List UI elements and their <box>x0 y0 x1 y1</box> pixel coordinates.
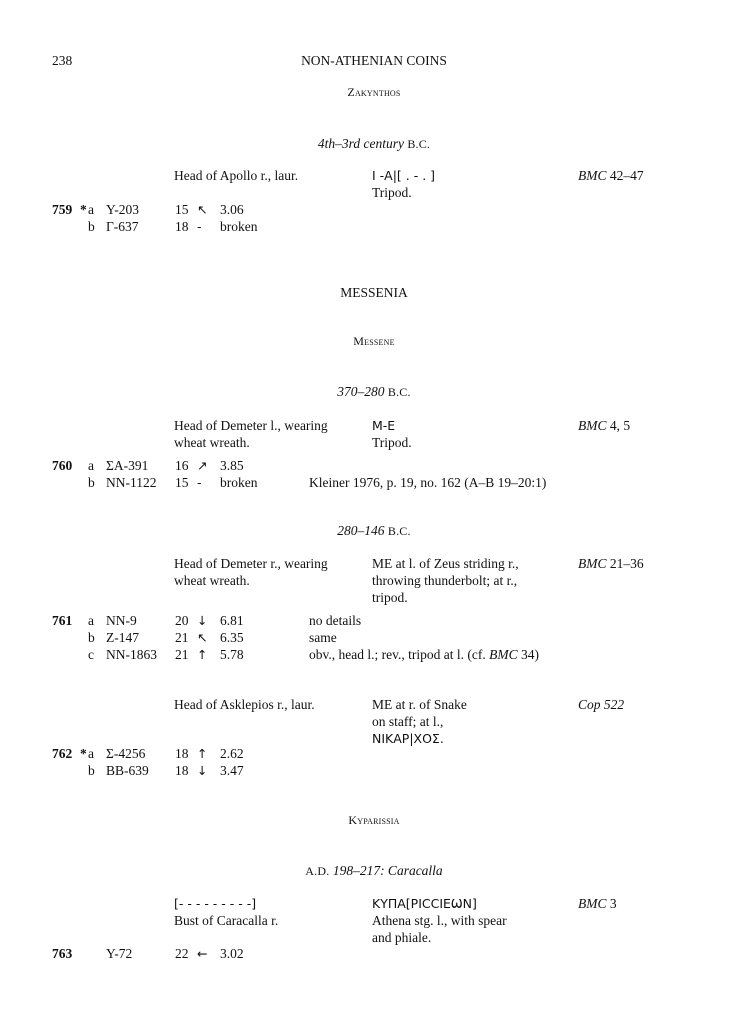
diameter: 20 <box>175 613 189 628</box>
period-text: 280–146 <box>337 523 385 538</box>
obverse-description: Head of Apollo r., laur. <box>174 168 299 183</box>
reverse-description-cont: on staff; at l., <box>372 714 444 729</box>
coin-number: 760 <box>52 458 73 473</box>
city-heading-messene: Messene <box>353 334 395 348</box>
obverse-description: Head of Demeter l., wearing <box>174 418 328 433</box>
diameter: 21 <box>175 647 189 662</box>
specimen-letter: b <box>88 763 95 778</box>
reverse-description-cont: throwing thunderbolt; at r., <box>372 573 518 588</box>
specimen-note <box>309 646 539 663</box>
reverse-legend: Μ-Ε <box>372 418 396 433</box>
period-heading <box>0 522 748 540</box>
coin-number: 761 <box>52 613 73 628</box>
period-text: 4th–3rd century <box>317 136 404 151</box>
specimen-letter: a <box>88 746 94 761</box>
specimen-letter: a <box>88 202 94 217</box>
weight: 2.62 <box>220 746 244 761</box>
die-axis-arrow: ↖ <box>197 202 208 217</box>
reverse-description-cont: tripod. <box>372 590 408 605</box>
diameter: 21 <box>175 630 189 645</box>
specimen-letter: a <box>88 458 94 473</box>
reverse-legend: Ι -Α|[ . - . ] <box>372 168 436 183</box>
die-axis-arrow: ↖ <box>197 630 208 645</box>
reference-number: 3 <box>609 896 617 911</box>
reverse-legend: ΝΙΚΑΡ|ΧΟΣ. <box>372 731 444 746</box>
inventory-number: Σ-4256 <box>106 746 146 761</box>
illustrated-marker: * <box>80 746 87 761</box>
reverse-description: Tripod. <box>372 435 412 450</box>
diameter: 15 <box>175 475 189 490</box>
obverse-legend: [- - - - - - - - -] <box>174 896 257 911</box>
reference-number: 42–47 <box>609 168 644 183</box>
reference <box>578 167 644 184</box>
reference-number: 4, 5 <box>609 418 631 433</box>
weight: broken <box>220 475 258 490</box>
reverse-description: Athena stg. l., with spear <box>372 913 507 928</box>
weight: broken <box>220 219 258 234</box>
diameter: 18 <box>175 746 189 761</box>
section-heading-zakynthos: Zakynthos <box>347 85 401 99</box>
weight: 5.78 <box>220 647 244 662</box>
reference-prefix: BMC <box>578 418 607 433</box>
specimen-letter: b <box>88 219 95 234</box>
period-suffix: B.C. <box>387 524 411 538</box>
die-axis-arrow: ↑ <box>197 746 208 761</box>
specimen-letter: b <box>88 475 95 490</box>
weight: 3.02 <box>220 946 244 961</box>
obverse-description: Bust of Caracalla r. <box>174 913 279 928</box>
reverse-description: ΜΕ at r. of Snake <box>372 697 467 712</box>
die-axis-arrow: ↓ <box>197 763 208 778</box>
period-heading <box>0 383 748 401</box>
period-text: 370–280 <box>337 384 385 399</box>
diameter: 18 <box>175 219 189 234</box>
page-number: 238 <box>52 53 73 68</box>
coin-number: 759 <box>52 202 73 217</box>
weight: 3.06 <box>220 202 244 217</box>
inventory-number: NN-9 <box>106 613 137 628</box>
die-axis-arrow: ↑ <box>197 647 208 662</box>
inventory-number: BB-639 <box>106 763 149 778</box>
reference-prefix: BMC <box>578 168 607 183</box>
die-axis-arrow: - <box>197 475 202 490</box>
running-head: NON-ATHENIAN COINS <box>301 53 447 68</box>
specimen-letter: c <box>88 647 94 662</box>
period-heading <box>0 862 748 880</box>
die-axis-arrow: ← <box>197 946 208 961</box>
specimen-letter: b <box>88 630 95 645</box>
region-heading: MESSENIA <box>340 285 408 300</box>
reference-number: 21–36 <box>609 556 644 571</box>
reference-prefix: BMC <box>578 556 607 571</box>
reverse-description-cont: and phiale. <box>372 930 432 945</box>
reverse-description: Tripod. <box>372 185 412 200</box>
period-suffix: B.C. <box>407 137 431 151</box>
inventory-number: Υ-72 <box>106 946 133 961</box>
reference-prefix: BMC <box>578 896 607 911</box>
city-heading-kyparissia: Kyparissia <box>348 813 400 827</box>
specimen-note: Kleiner 1976, p. 19, no. 162 (A–B 19–20:1) <box>309 475 547 490</box>
weight: 3.47 <box>220 763 244 778</box>
illustrated-marker: * <box>80 202 87 217</box>
weight: 3.85 <box>220 458 244 473</box>
specimen-note: same <box>309 630 337 645</box>
inventory-number: ΣΑ-391 <box>106 458 149 473</box>
inventory-number: Υ-203 <box>106 202 140 217</box>
specimen-note: no details <box>309 613 362 628</box>
note-text: 34) <box>517 647 539 662</box>
obverse-description: Head of Asklepios r., laur. <box>174 697 315 712</box>
diameter: 18 <box>175 763 189 778</box>
inventory-number: Ζ-147 <box>106 630 139 645</box>
note-text: obv., head l.; rev., tripod at l. (cf. <box>309 647 490 662</box>
weight: 6.81 <box>220 613 244 628</box>
obverse-description: Head of Demeter r., wearing <box>174 556 328 571</box>
coin-number: 762 <box>52 746 73 761</box>
reverse-legend: ΚΥΠΑ[ΡΙCCΙΕѠΝ] <box>372 896 477 911</box>
die-axis-arrow: ↓ <box>197 613 208 628</box>
period-prefix: A.D. <box>305 864 330 878</box>
period-heading <box>0 135 748 153</box>
reference <box>578 417 630 434</box>
die-axis-arrow: - <box>197 219 202 234</box>
reverse-description: ΜΕ at l. of Zeus striding r., <box>372 556 519 571</box>
reference: Cop 522 <box>578 697 625 712</box>
weight: 6.35 <box>220 630 244 645</box>
reference <box>578 895 617 912</box>
period-text: 198–217: Caracalla <box>332 863 443 878</box>
obverse-description-cont: wheat wreath. <box>174 573 250 588</box>
obverse-description-cont: wheat wreath. <box>174 435 250 450</box>
die-axis-arrow: ↗ <box>197 458 208 473</box>
diameter: 15 <box>175 202 189 217</box>
note-reference: BMC <box>489 647 518 662</box>
inventory-number: NN-1122 <box>106 475 157 490</box>
inventory-number: NN-1863 <box>106 647 157 662</box>
period-suffix: B.C. <box>387 385 411 399</box>
reference <box>578 555 644 572</box>
inventory-number: Γ-637 <box>106 219 139 234</box>
diameter: 16 <box>175 458 189 473</box>
coin-number: 763 <box>52 946 73 961</box>
diameter: 22 <box>175 946 189 961</box>
specimen-letter: a <box>88 613 94 628</box>
